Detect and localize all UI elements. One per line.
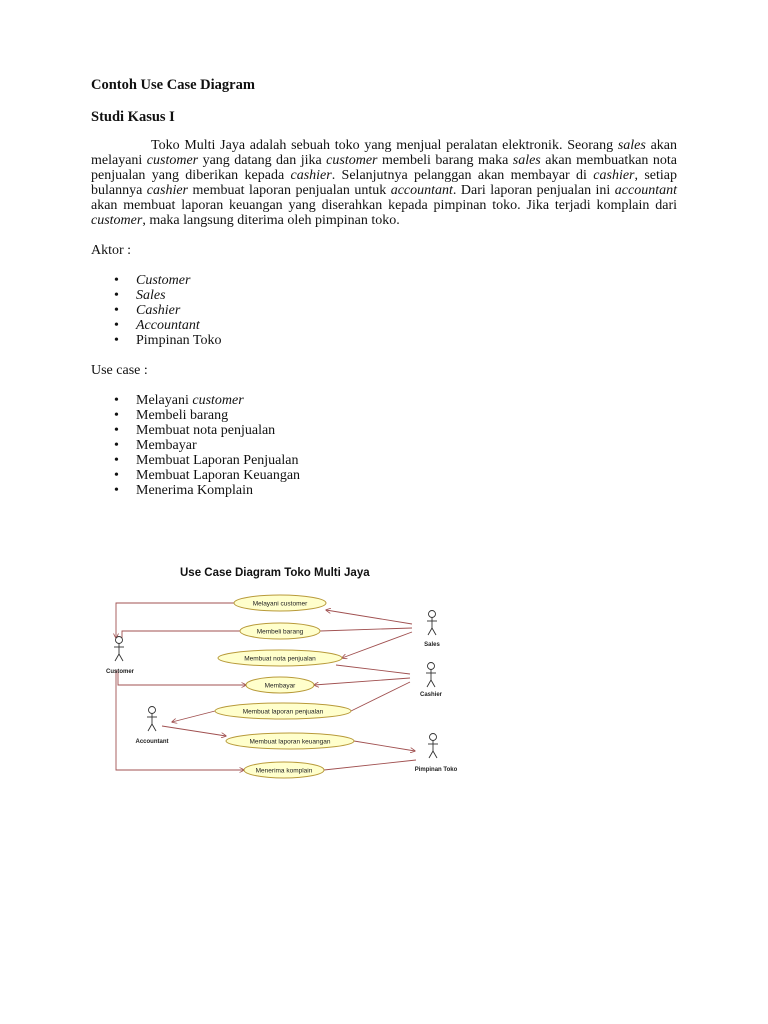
actor-list-item [91, 288, 677, 303]
actor-figure-icon [114, 637, 124, 662]
actor-label: Accountant [135, 739, 169, 745]
paragraph-run: akan melayani [91, 138, 678, 168]
paragraph-run: membuat laporan penjualan untuk [188, 183, 391, 198]
association-line [351, 682, 410, 711]
list-item-text: Membuat nota penjualan [136, 423, 276, 438]
list-item-text: Sales [136, 288, 166, 303]
bullet-icon: • [114, 273, 119, 288]
actor-figure-icon [147, 707, 157, 732]
paragraph-run: cashier [290, 168, 332, 183]
list-item-text: Membuat Laporan Keuangan [136, 468, 301, 483]
use-case-label: Membuat nota penjualan [244, 655, 316, 663]
actor-label: Customer [106, 669, 135, 675]
association-line [324, 760, 416, 770]
actor-figure-icon [427, 611, 437, 636]
actor-list-item [91, 303, 677, 318]
actors-list [91, 273, 677, 348]
bullet-icon: • [114, 453, 119, 468]
actor-label: Pimpinan Toko [414, 767, 458, 773]
association-line [122, 631, 240, 638]
bullet-icon: • [114, 288, 119, 303]
paragraph-run: customer [91, 213, 143, 228]
association-line [118, 670, 246, 685]
use-case-label: Membuat laporan keuangan [249, 738, 331, 746]
bullet-icon: • [114, 483, 119, 498]
association-line [354, 741, 415, 751]
paragraph-run: customer [326, 153, 378, 168]
paragraph-run: accountant [390, 183, 453, 198]
use-case-label: Melayani customer [252, 600, 308, 608]
actor-label: Sales [424, 642, 440, 648]
usecase-list-item [91, 438, 677, 453]
bullet-icon: • [114, 333, 119, 348]
association-line [342, 632, 412, 658]
list-item-text: customer [192, 393, 244, 408]
actor-figure-icon [426, 663, 436, 688]
list-item-text: Menerima Komplain [136, 483, 254, 498]
association-line [326, 610, 412, 624]
paragraph-run: customer [146, 153, 199, 168]
bullet-icon: • [114, 438, 119, 453]
usecase-list-item [91, 468, 677, 483]
use-case-label: Membuat laporan penjualan [242, 708, 324, 716]
list-item-text: Accountant [136, 318, 200, 333]
list-item-text: Membeli barang [136, 408, 229, 423]
bullet-icon: • [114, 468, 119, 483]
paragraph-run: cashier [146, 183, 188, 198]
paragraph-run: , setiap bulannya [91, 168, 677, 198]
usecase-list-item [91, 483, 677, 498]
paragraph-run: membeli barang maka [377, 153, 513, 168]
paragraph-run: , maka langsung diterima oleh pimpinan toko. [142, 213, 400, 228]
list-item-text: Membayar [136, 438, 197, 453]
paragraph-run: sales [617, 138, 646, 153]
list-item-text: Customer [136, 273, 191, 288]
document-title: Contoh Use Case Diagram [91, 77, 255, 93]
paragraph-run: Toko Multi Jaya adalah sebuah toko yang menjual peralatan elektronik. Seorang [151, 138, 618, 153]
paragraph-run: accountant [614, 183, 677, 198]
usecase-list-item [91, 408, 677, 423]
usecase-list-item [91, 423, 677, 438]
paragraph-run: . Selanjutnya pelanggan akan membayar di [331, 168, 594, 183]
use-case-label: Membeli barang [256, 628, 304, 636]
association-line [162, 726, 226, 736]
use-case-diagram [100, 552, 480, 792]
usecase-list-item [91, 393, 677, 408]
bullet-icon: • [114, 303, 119, 318]
association-line [172, 711, 215, 722]
bullet-icon: • [114, 318, 119, 333]
diagram-usecases [215, 595, 354, 778]
paragraph-run: cashier [593, 168, 635, 183]
bullet-icon: • [114, 408, 119, 423]
actor-label: Cashier [419, 692, 443, 698]
bullet-icon: • [114, 423, 119, 438]
list-item-text: Melayani [136, 393, 193, 408]
use-case-label: Membayar [264, 682, 296, 690]
list-item-text: Pimpinan Toko [136, 333, 222, 348]
actors-label: Aktor : [91, 243, 132, 258]
actor-list-item [91, 333, 677, 348]
usecase-label: Use case : [91, 363, 148, 378]
association-line [314, 678, 410, 685]
paragraph-run: . Dari laporan penjualan ini [452, 183, 615, 198]
paragraph-run: yang datang dan jika [198, 153, 327, 168]
paragraph-run: sales [512, 153, 541, 168]
document-body [91, 78, 677, 498]
case-description-paragraph [91, 138, 677, 228]
association-line [116, 603, 234, 638]
association-line [320, 628, 412, 631]
actor-figure-icon [428, 734, 438, 759]
case-study-heading: Studi Kasus I [91, 109, 175, 125]
bullet-icon: • [114, 393, 119, 408]
usecase-list [91, 393, 677, 498]
diagram-title: Use Case Diagram Toko Multi Jaya [180, 567, 370, 579]
list-item-text: Membuat Laporan Penjualan [136, 453, 299, 468]
association-line [336, 665, 410, 674]
usecase-list-item [91, 453, 677, 468]
list-item-text: Cashier [136, 303, 181, 318]
actor-list-item [91, 273, 677, 288]
actor-list-item [91, 318, 677, 333]
paragraph-run: akan membuatkan nota penjualan yang diberikan kepada [91, 153, 677, 183]
paragraph-run: akan membuat laporan keuangan yang diserahkan kepada pimpinan toko. Jika terjadi komplain dari [91, 198, 677, 213]
use-case-label: Menerima komplain [255, 767, 313, 775]
